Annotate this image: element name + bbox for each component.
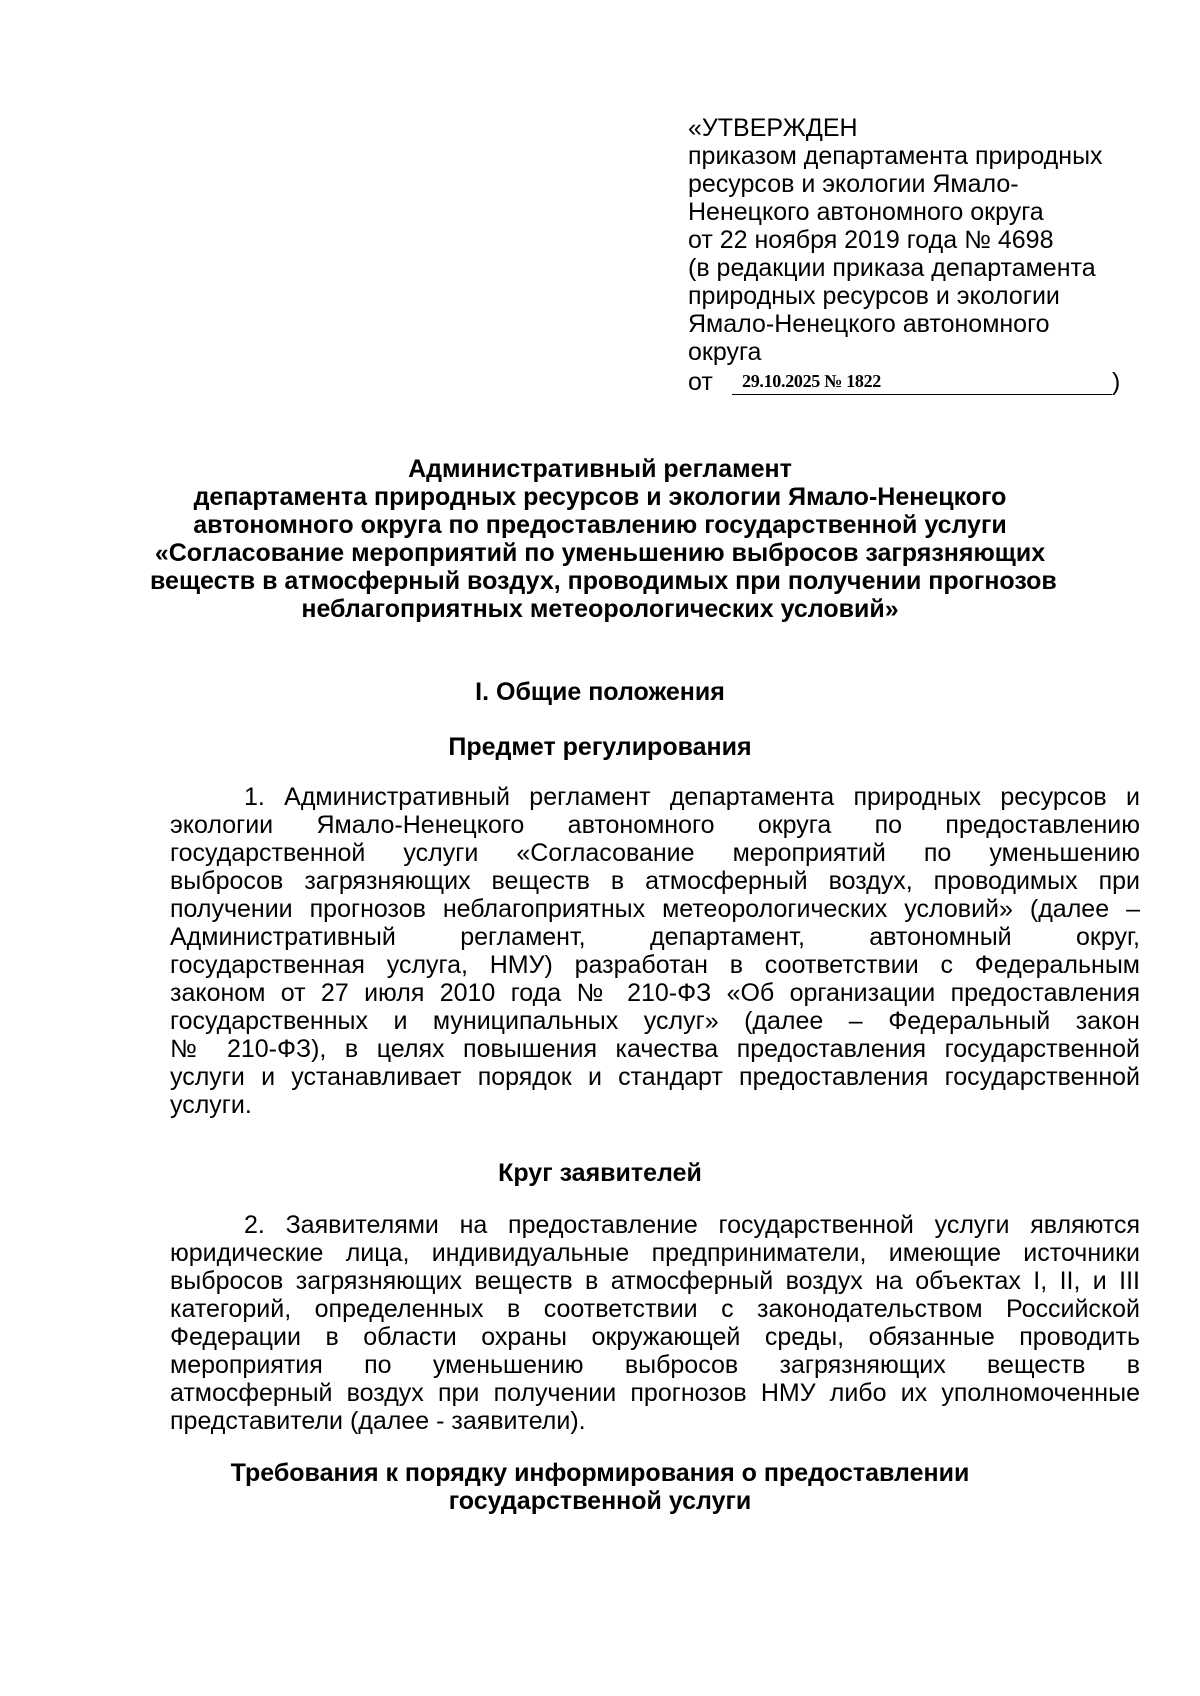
approval-line: округа bbox=[688, 338, 762, 366]
subheading-requirements bbox=[150, 1459, 1050, 1515]
paragraph-line: услуги и устанавливает порядок и стандарт предоставления государственной bbox=[170, 1063, 1140, 1091]
title-line: департамента природных ресурсов и экологии Ямало-Ненецкого bbox=[193, 483, 1007, 511]
amendment-from-label: от bbox=[688, 368, 713, 396]
approval-line: «УТВЕРЖДЕН bbox=[688, 114, 858, 142]
paragraph-line: категорий, определенных в соответствии с законодательством Российской bbox=[170, 1295, 1140, 1323]
paragraph-line: 2. Заявителями на предоставление государственной услуги являются bbox=[244, 1211, 1140, 1239]
paragraph-line: законом от 27 июля 2010 года № 210-ФЗ «Об организации предоставления bbox=[170, 979, 1140, 1007]
approval-line: приказом департамента природных bbox=[688, 142, 1103, 170]
section-heading: I. Общие положения bbox=[475, 678, 725, 706]
paragraph-line: выбросов загрязняющих веществ в атмосферный воздух на объектах I, II, и III bbox=[170, 1267, 1140, 1295]
paragraph-line: выбросов загрязняющих веществ в атмосферный воздух, проводимых при bbox=[170, 867, 1140, 895]
paragraph-2 bbox=[170, 1211, 1140, 1435]
title-line: Административный регламент bbox=[408, 455, 792, 483]
approval-line: Ямало-Ненецкого автономного bbox=[688, 310, 1050, 338]
heading-line: Требования к порядку информирования о предоставлении bbox=[230, 1459, 970, 1487]
approval-line: ресурсов и экологии Ямало- bbox=[688, 170, 1019, 198]
paragraph-1 bbox=[170, 783, 1140, 1119]
paragraph-line: государственных и муниципальных услуг» (далее – Федеральный закон bbox=[170, 1007, 1140, 1035]
paragraph-line: экологии Ямало-Ненецкого автономного округа по предоставлению bbox=[170, 811, 1140, 839]
paragraph-line: представители (далее - заявители). bbox=[170, 1407, 586, 1435]
heading-line: государственной услуги bbox=[448, 1487, 752, 1515]
paragraph-line: Федерации в области охраны окружающей среды, обязанные проводить bbox=[170, 1323, 1140, 1351]
paragraph-line: государственная услуга, НМУ) разработан в соответствии с Федеральным bbox=[170, 951, 1140, 979]
paragraph-line: 1. Административный регламент департамента природных ресурсов и bbox=[244, 783, 1140, 811]
amendment-date-number: 29.10.2025 № 1822 bbox=[742, 371, 881, 391]
paragraph-line: № 210-ФЗ), в целях повышения качества предоставления государственной bbox=[170, 1035, 1140, 1063]
paragraph-line: услуги. bbox=[170, 1091, 252, 1119]
approval-stamp-block bbox=[688, 114, 1128, 398]
subheading-subject: Предмет регулирования bbox=[448, 733, 752, 761]
amendment-date-line bbox=[688, 368, 1128, 398]
approval-line: природных ресурсов и экологии bbox=[688, 282, 1060, 310]
amendment-date-field bbox=[732, 368, 1112, 395]
approval-line: (в редакции приказа департамента bbox=[688, 254, 1096, 282]
paragraph-line: государственной услуги «Согласование мероприятий по уменьшению bbox=[170, 839, 1140, 867]
paragraph-line: Административный регламент, департамент, автономный округ, bbox=[170, 923, 1140, 951]
subheading-applicants: Круг заявителей bbox=[498, 1159, 702, 1187]
paragraph-line: получении прогнозов неблагоприятных метеорологических условий» (далее – bbox=[170, 895, 1140, 923]
title-line: автономного округа по предоставлению государственной услуги bbox=[193, 511, 1007, 539]
paragraph-line: атмосферный воздух при получении прогнозов НМУ либо их уполномоченные bbox=[170, 1379, 1140, 1407]
title-line: «Согласование мероприятий по уменьшению выбросов загрязняющих bbox=[154, 539, 1046, 567]
paragraph-line: мероприятия по уменьшению выбросов загрязняющих веществ в bbox=[170, 1351, 1140, 1379]
approval-line: Ненецкого автономного округа bbox=[688, 198, 1044, 226]
title-line: неблагоприятных метеорологических условий» bbox=[301, 595, 899, 623]
approval-line: от 22 ноября 2019 года № 4698 bbox=[688, 226, 1054, 254]
document-title bbox=[150, 455, 1057, 623]
paragraph-line: юридические лица, индивидуальные предприниматели, имеющие источники bbox=[170, 1239, 1140, 1267]
title-line: веществ в атмосферный воздух, проводимых при получении прогнозов bbox=[150, 567, 1057, 595]
closing-bracket: ) bbox=[1112, 368, 1121, 396]
